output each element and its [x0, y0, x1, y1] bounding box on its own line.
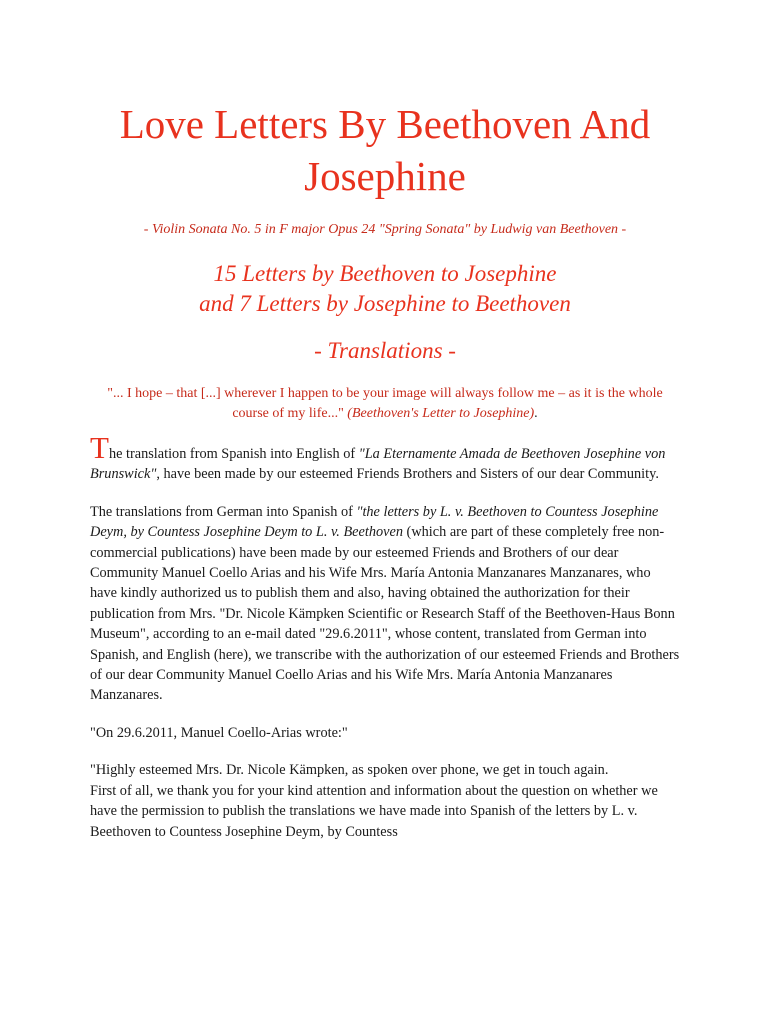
email-body-paragraph [90, 760, 680, 842]
intro-paragraph [90, 430, 680, 485]
translations-paragraph [90, 502, 680, 706]
intro-rest: , have been made by our esteemed Friends Brothers and Sisters of our dear Community. [156, 466, 659, 483]
intro-book-title: "La Eternamente Amada de Beethoven Josephine von Brunswick" [90, 446, 666, 483]
translations-lead: The translations from German into Spanish of [90, 503, 357, 520]
beethoven-quote [90, 384, 680, 424]
subtitle: - Violin Sonata No. 5 in F major Opus 24 "Spring Sonata" by Ludwig van Beethoven - [143, 222, 627, 237]
quote-source: (Beethoven's Letter to Josephine) [347, 406, 535, 421]
letters-heading [90, 259, 680, 319]
email-line-2: First of all, we thank you for your kind attention and information about the question on whether we have the permission to publish the translations we have made into Spanish of the letters by L. v. Beethoven to Countess Josephine Deym, by Countess [90, 782, 658, 840]
email-line-1: "Highly esteemed Mrs. Dr. Nicole Kämpken, as spoken over phone, we get in touch again. [90, 762, 609, 779]
quote-text: "... I hope – that [...] wherever I happen to be your image will always follow me – as it is the whole course of my life..." [107, 386, 663, 421]
translations-letters-title: "the letters by L. v. Beethoven to Countess Josephine Deym, by Countess Josephine Deym to L. v. Beethoven [90, 503, 659, 541]
quote-end: . [534, 406, 538, 421]
letters-heading-line-2: and 7 Letters by Josephine to Beethoven [199, 291, 571, 316]
page-title: Love Letters By Beethoven And Josephine [119, 101, 651, 199]
drop-cap: T [90, 430, 109, 465]
intro-lead: he translation from Spanish into English of [108, 446, 359, 462]
translations-heading: - Translations - [314, 338, 456, 363]
translations-rest: (which are part of these completely free non-commercial publications) have been made by our esteemed Friends and Brothers of our dear Community Manuel Coello Arias and his Wife Mrs. María Antonia Manzanares Manzanares, who have kindly authorized us to publish them and also, having obtained the authorization for their publication from Mrs. "Dr. Nicole Kämpken Scientific or Research Staff of the Beethoven-Haus Bonn Museum", according to an e-mail dated "29.6.2011", whose content, translated from German into Spanish, and English (here), we transcribe with the authorization of our esteemed Friends and Brothers of our dear Community Manuel Coello Arias and his Wife Mrs. María Antonia Manzanares Manzanares. [90, 524, 680, 704]
document-page [90, 98, 680, 842]
email-intro-paragraph: "On 29.6.2011, Manuel Coello-Arias wrote:" [90, 724, 348, 741]
letters-heading-line-1: 15 Letters by Beethoven to Josephine [213, 261, 557, 286]
